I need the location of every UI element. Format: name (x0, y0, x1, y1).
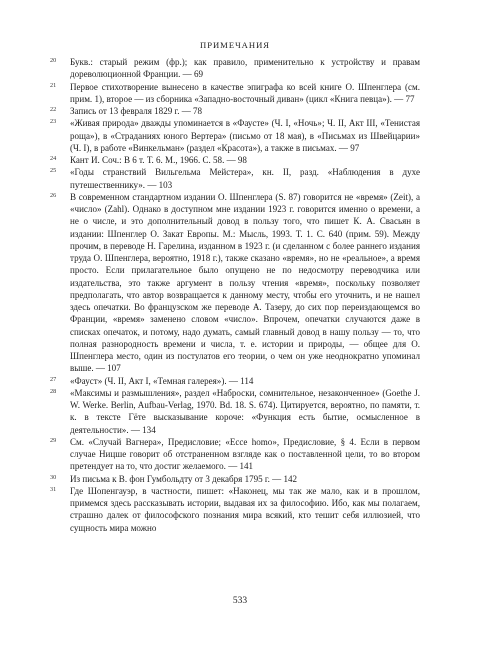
note-24 (50, 154, 420, 166)
note-31 (50, 485, 420, 534)
note-number: 31 (50, 485, 57, 493)
note-number: 24 (50, 155, 57, 162)
note-number: 23 (50, 118, 57, 126)
note-text: Кант И. Соч.: В 6 т. Т. 6. М., 1966. С. 58. — 98 (70, 155, 247, 165)
note-number: 27 (50, 375, 57, 383)
note-text: «Живая природа» дважды упоминается в «Фаусте» (Ч. I, «Ночь»; Ч. II, Акт III, «Тенистая роща»), в «Страданиях юного Вертера» (письмо от 18 мая), в «Письмах из Швейцарии» (Ч. I), в работе «Винкельман» (раздел «Красота»), а также в письмах. — 97 (70, 118, 420, 153)
note-number: 30 (50, 473, 57, 481)
note-number: 20 (50, 57, 57, 64)
note-text: Где Шопенгауэр, в частности, пишет: «Наконец, мы так же мало, как и в прошлом, примемся здесь рассказывать истории, выдавая их за философию. Ибо, как мы полагаем, страшно далек от философского познания мира всякий, кто тешит себя иллюзией, что сущность мира можно (70, 485, 420, 533)
note-20 (50, 56, 420, 81)
note-number: 28 (50, 387, 57, 395)
note-text: Из письма к В. фон Гумбольдту от 3 декабря 1795 г. — 142 (70, 473, 298, 484)
note-text: Первое стихотворение вынесено в качестве эпиграфа ко всей книге О. Шпенглера (см. прим. 1), второе — из сборника «Западно-восточный диван» (цикл «Книга певца»). — 77 (70, 81, 420, 104)
note-number: 29 (50, 436, 57, 444)
running-header: ПРИМЕЧАНИЯ (199, 40, 271, 50)
note-text: «Максимы и размышления», раздел «Наброски, сомнительное, незаконченное» (Goethe J. W. Werke. Berlin, Aufbau-Verlag, 1970. Bd. 18. S. 674). Цитируется, вероятно, по памяти, т. к. в тексте Гёте высказывание короче: «Функция есть бытие, осмысленное в деятельности». — 134 (70, 387, 420, 435)
note-25 (50, 166, 420, 191)
note-text: В современном стандартном издании О. Шпенглера (S. 87) говорится не «время» (Zeit), а «число» (Zahl). Однако в доступном мне издании 1923 г. говорится именно о времени, а не о числе, и это дополнительный довод в пользу того, что пишет К. А. Свасьян в издании: Шпенглер О. Закат Европы. М.: Мысль, 1993. Т. 1. С. 640 (прим. 59). Между прочим, в переводе Н. Гарелина, изданном в 1923 г. (и сделанном с более раннего издания труда О. Шпенглера, вероятно, 1918 г.), также сказано «время», но не «реальное», а время просто. Если прилагательное было опущено не по недосмотру переводчика или издательства, это также аргумент в пользу чтения «время», поскольку позволяет предполагать, что автор возвращается к данному месту, чтобы его уточнить, и не нашел здесь опечатки. Во французском же переводе А. Тазеру, до сих пор переиздающемся во Франции, «время» заменено словом «число». Впрочем, опечатки случаются даже в списках опечаток, и потому, надо думать, самый главный довод в нашу пользу — то, что полная разнородность времени и числа, т. е. истории и природы, — общее для О. Шпенглера место, один из постулатов его теории, о чем он уже неоднократно упоминал выше. — 107 (70, 191, 420, 374)
note-number: 26 (50, 191, 57, 199)
note-26 (50, 191, 420, 375)
page-number: 533 (232, 596, 248, 606)
note-28 (50, 387, 420, 436)
note-27 (50, 375, 420, 387)
note-text: «Фауст» (Ч. II, Акт I, «Темная галерея»). — 114 (70, 375, 254, 386)
note-text: «Годы странствий Вильгельма Мейстера», кн. II, разд. «Наблюдения в духе путешественнику». — 103 (70, 167, 420, 190)
note-text: См. «Случай Вагнера», Предисловие; «Ecce homo», Предисловие, § 4. Если в первом случае Ницше говорит об отстраненном взгляде как о поставленной цели, то во втором претендует на то, что достиг желаемого. — 141 (70, 436, 420, 472)
note-22 (50, 105, 420, 117)
note-number: 21 (50, 81, 57, 89)
note-number: 25 (50, 167, 57, 175)
note-text: Запись от 13 февраля 1829 г. — 78 (70, 106, 203, 116)
note-23 (50, 117, 420, 154)
note-29 (50, 436, 420, 473)
note-number: 22 (50, 106, 57, 113)
note-30 (50, 473, 420, 485)
note-text: Букв.: старый режим (фр.); как правило, применительно к устройству и правам дореволюционной Франции. — 69 (70, 57, 420, 80)
note-21 (50, 81, 420, 106)
